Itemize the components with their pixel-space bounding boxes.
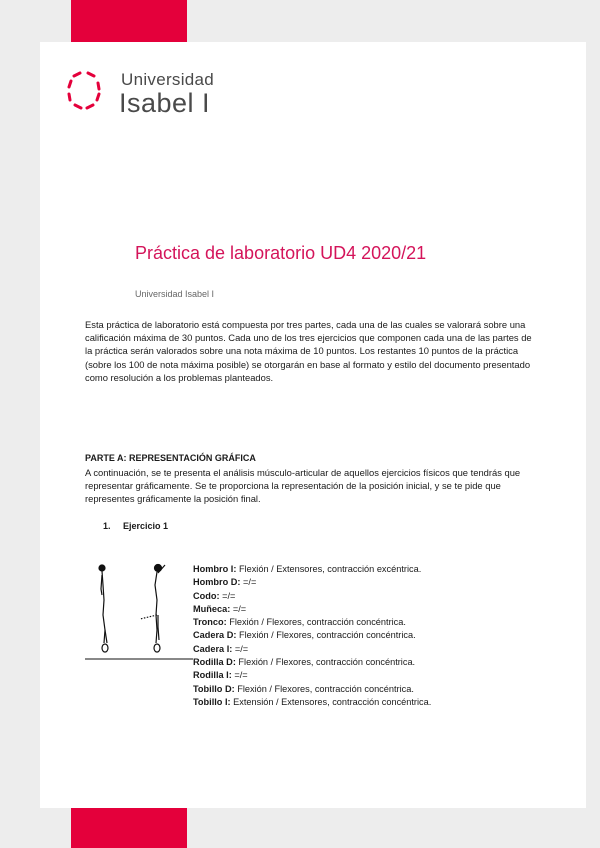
joint-row	[193, 669, 431, 682]
top-accent-bar	[71, 0, 187, 42]
joint-value: =/=	[231, 670, 248, 681]
joint-row	[193, 616, 431, 629]
joint-name: Rodilla I:	[193, 670, 232, 681]
joint-name: Cadera D:	[193, 630, 237, 641]
joint-row	[193, 576, 431, 589]
joint-value: Flexión / Flexores, contracción concéntrica.	[234, 683, 414, 694]
joint-value: Extensión / Extensores, contracción concéntrica.	[230, 696, 432, 707]
exercise-1-heading	[103, 521, 168, 531]
joint-row	[193, 683, 431, 696]
joint-name: Hombro I:	[193, 564, 237, 574]
bottom-accent-bar	[71, 808, 187, 848]
exercise-1-number: 1.	[103, 521, 111, 531]
logo-text-isabel: Isabel I	[119, 88, 211, 118]
joint-row	[193, 643, 431, 656]
joint-value: Flexión / Flexores, contracción concéntrica.	[236, 630, 416, 641]
university-logo	[66, 70, 266, 118]
section-a-paragraph: A continuación, se te presenta el análisis músculo-articular de aquellos ejercicios físicos que tendrás que representar gráficamente. Se te proporciona la representación de la posición inicial, y se te pide que representes gráficamente la posición final.	[85, 467, 521, 505]
joint-name: Hombro D:	[193, 577, 241, 588]
joint-value: Flexión / Extensores, contracción excéntrica.	[236, 564, 422, 574]
joint-name: Cadera I:	[193, 643, 233, 654]
joint-row	[193, 656, 431, 669]
joint-row	[193, 696, 431, 709]
joint-name: Tobillo D:	[193, 683, 235, 694]
exercise-1-label: Ejercicio 1	[123, 521, 169, 531]
exercise-1-joint-list	[193, 563, 431, 709]
document-author: Universidad Isabel I	[135, 289, 215, 299]
joint-row	[193, 603, 431, 616]
joint-value: =/=	[230, 603, 247, 614]
document-title: Práctica de laboratorio UD4 2020/21	[135, 243, 427, 263]
joint-value: =/=	[240, 577, 257, 588]
joint-value: Flexión / Flexores, contracción concéntrica.	[226, 617, 406, 628]
joint-name: Muñeca:	[193, 603, 231, 614]
joint-name: Tronco:	[193, 617, 227, 628]
logo-text-universidad: Universidad	[121, 70, 215, 89]
intro-paragraph: Esta práctica de laboratorio está compuesta por tres partes, cada una de las cuales se valorará sobre una calificación máxima de 30 puntos. Cada uno de los tres ejercicios que componen cada una de las partes de la práctica serán valorados sobre una nota máxima de 10 puntos. Los restantes 10 puntos de la práctica (sobre los 100 de nota máxima posible) se otorgarán en base al formato y estilo del documento presentado como resolución a los problemas planteados.	[85, 319, 532, 383]
joint-row	[193, 629, 431, 642]
joint-value: Flexión / Flexores, contracción concéntrica.	[235, 657, 416, 668]
section-a-heading: PARTE A: REPRESENTACIÓN GRÁFICA	[85, 453, 256, 463]
exercise-1-figure	[85, 555, 195, 665]
joint-name: Rodilla D:	[193, 657, 236, 668]
logo-ring-icon	[66, 70, 102, 110]
joint-name: Codo:	[193, 590, 220, 601]
joint-value: =/=	[219, 590, 236, 601]
joint-row	[193, 563, 431, 576]
joint-value: =/=	[232, 643, 249, 654]
joint-name: Tobillo I:	[193, 696, 231, 707]
joint-row	[193, 590, 431, 603]
